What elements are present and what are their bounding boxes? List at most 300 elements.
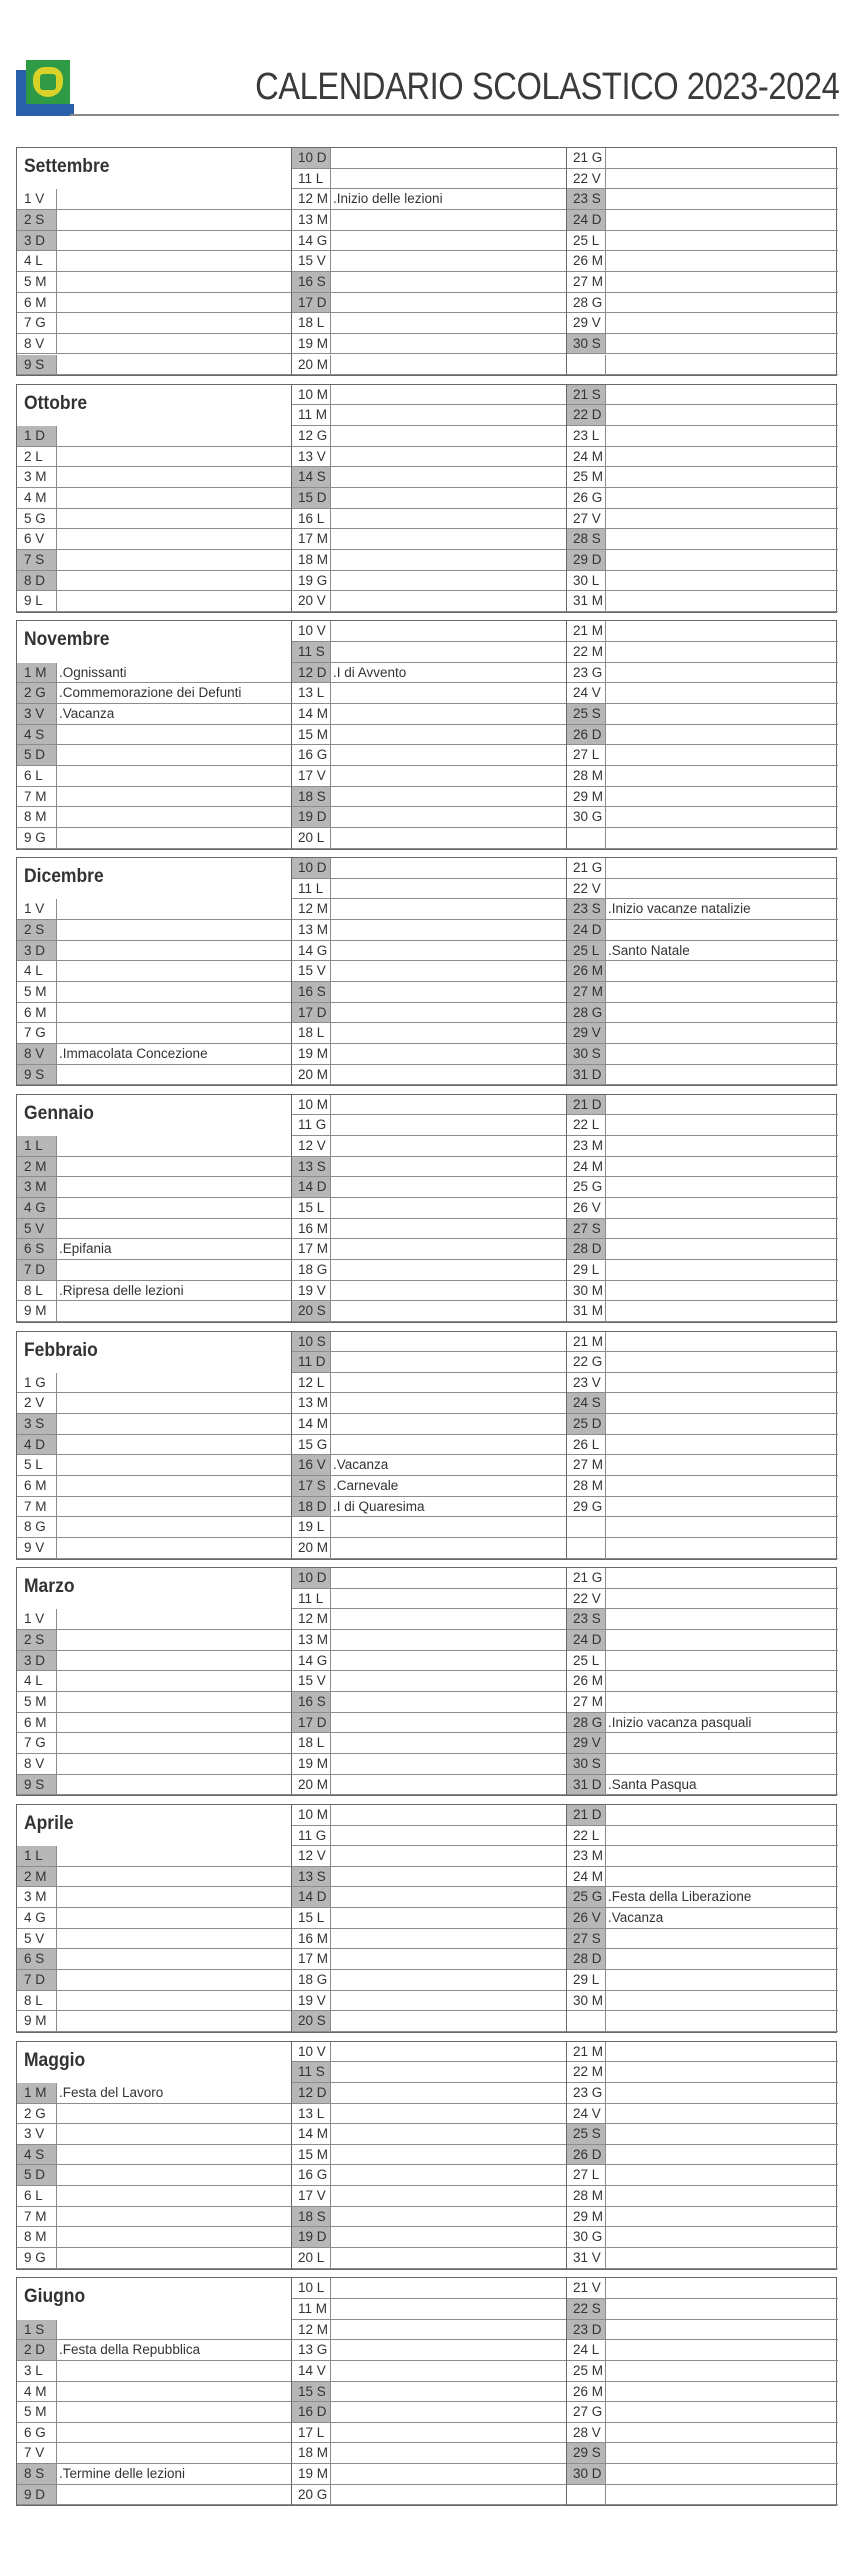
day-row <box>17 1065 291 1086</box>
day-row <box>291 1157 566 1178</box>
day-row <box>17 2083 291 2104</box>
day-row <box>17 529 291 550</box>
month-column <box>291 148 566 375</box>
month-column <box>566 1805 838 2032</box>
day-row <box>17 787 291 808</box>
day-cell: 12 V <box>291 1136 331 1156</box>
day-cell: 29 G <box>566 1497 606 1517</box>
day-row <box>566 1414 838 1435</box>
column-divider <box>291 1095 292 1322</box>
day-row <box>17 571 291 592</box>
day-cell: 13 M <box>291 210 331 230</box>
day-cell: 22 L <box>566 1826 606 1846</box>
day-cell: 15 M <box>291 2145 331 2165</box>
day-cell: 11 G <box>291 1826 331 1846</box>
day-row <box>566 447 838 468</box>
day-cell: 26 M <box>566 961 606 981</box>
day-cell: 5 V <box>17 1929 57 1949</box>
day-row <box>291 2443 566 2464</box>
day-cell: 3 D <box>17 941 57 961</box>
day-cell: 14 G <box>291 1651 331 1671</box>
day-cell: 10 D <box>291 148 331 168</box>
day-row <box>566 2340 838 2361</box>
day-row <box>17 1609 291 1630</box>
day-cell: 31 D <box>566 1775 606 1795</box>
column-divider <box>566 858 567 1085</box>
day-row <box>566 1095 838 1116</box>
day-cell <box>566 1538 606 1558</box>
day-cell: 27 M <box>566 982 606 1002</box>
day-row <box>291 2165 566 2186</box>
day-cell: 31 M <box>566 1301 606 1321</box>
day-cell: 19 G <box>291 571 331 591</box>
day-row <box>291 251 566 272</box>
day-row <box>17 1970 291 1991</box>
day-cell: 7 S <box>17 550 57 570</box>
day-row <box>17 1908 291 1929</box>
day-cell: 13 L <box>291 2104 331 2124</box>
day-cell: 14 M <box>291 704 331 724</box>
day-row <box>291 1713 566 1734</box>
day-row <box>291 2340 566 2361</box>
day-cell: 8 M <box>17 2227 57 2247</box>
day-row <box>566 1115 838 1136</box>
day-row <box>17 1455 291 1476</box>
day-cell: 27 S <box>566 1219 606 1239</box>
day-cell: 8 V <box>17 1044 57 1064</box>
day-row <box>17 1630 291 1651</box>
month-title: Dicembre <box>24 866 104 888</box>
day-row <box>566 1393 838 1414</box>
column-divider <box>291 1805 292 2032</box>
day-cell: 26 M <box>566 251 606 271</box>
day-cell: 18 G <box>291 1260 331 1280</box>
day-cell: 20 M <box>291 1775 331 1795</box>
day-cell: 5 M <box>17 2402 57 2422</box>
month-column <box>566 385 838 612</box>
day-row <box>17 2443 291 2464</box>
day-row <box>566 642 838 663</box>
day-row <box>291 858 566 879</box>
day-row <box>566 1281 838 1302</box>
day-row <box>291 1095 566 1116</box>
day-cell: 5 M <box>17 982 57 1002</box>
day-cell: 21 D <box>566 1805 606 1825</box>
day-row <box>291 1949 566 1970</box>
day-cell: 24 S <box>566 1393 606 1413</box>
day-row <box>291 293 566 314</box>
day-cell: 19 D <box>291 2227 331 2247</box>
day-row <box>291 550 566 571</box>
day-cell: 15 L <box>291 1908 331 1928</box>
day-cell: 14 S <box>291 467 331 487</box>
day-cell: 19 V <box>291 1991 331 2011</box>
month-column <box>291 1568 566 1795</box>
day-row <box>291 2145 566 2166</box>
event-label: .Carnevale <box>333 1478 399 1494</box>
day-cell: 11 L <box>291 1589 331 1609</box>
day-row <box>566 210 838 231</box>
day-row <box>291 1136 566 1157</box>
day-row <box>17 899 291 920</box>
day-row <box>566 1949 838 1970</box>
month-title: Maggio <box>24 2049 86 2071</box>
day-row <box>17 467 291 488</box>
day-row <box>17 2186 291 2207</box>
day-cell: 17 D <box>291 1713 331 1733</box>
day-cell: 12 M <box>291 1609 331 1629</box>
day-row <box>291 2423 566 2444</box>
day-row <box>291 1003 566 1024</box>
day-row <box>566 1887 838 1908</box>
day-row <box>291 1651 566 1672</box>
day-cell: 25 G <box>566 1887 606 1907</box>
day-row <box>566 405 838 426</box>
day-row <box>17 1887 291 1908</box>
month-column <box>17 1332 291 1559</box>
day-cell: 1 G <box>17 1373 57 1393</box>
day-cell: 16 S <box>291 1692 331 1712</box>
day-cell: 11 D <box>291 1352 331 1372</box>
day-cell: 17 V <box>291 2186 331 2206</box>
day-cell: 14 M <box>291 1414 331 1434</box>
month-block <box>16 2277 837 2506</box>
day-row <box>291 807 566 828</box>
day-cell: 28 M <box>566 2186 606 2206</box>
day-cell: 22 L <box>566 1115 606 1135</box>
day-cell: 16 G <box>291 2165 331 2185</box>
day-row <box>291 879 566 900</box>
day-cell: 14 M <box>291 2124 331 2144</box>
day-cell: 2 V <box>17 1393 57 1413</box>
day-row <box>291 2485 566 2506</box>
day-cell: 23 M <box>566 1136 606 1156</box>
month-title: Febbraio <box>24 1339 98 1361</box>
day-row <box>566 1157 838 1178</box>
day-cell: 11 M <box>291 2299 331 2319</box>
day-cell: 26 L <box>566 1435 606 1455</box>
event-label: .Ognissanti <box>59 664 127 680</box>
day-cell: 15 S <box>291 2382 331 2402</box>
month-column <box>566 621 838 848</box>
month-column <box>566 2042 838 2269</box>
day-row <box>17 2207 291 2228</box>
day-cell: 6 V <box>17 529 57 549</box>
day-row <box>291 663 566 684</box>
day-cell <box>566 2011 606 2031</box>
day-cell: 29 V <box>566 1733 606 1753</box>
day-row <box>291 447 566 468</box>
day-row <box>566 2124 838 2145</box>
month-column <box>17 1095 291 1322</box>
day-cell: 29 V <box>566 1023 606 1043</box>
day-row <box>291 2083 566 2104</box>
month-block <box>16 2041 837 2270</box>
day-row <box>17 2382 291 2403</box>
day-cell: 24 D <box>566 210 606 230</box>
day-row <box>566 1435 838 1456</box>
month-column <box>291 2042 566 2269</box>
day-row <box>566 2299 838 2320</box>
event-label: .I di Quaresima <box>333 1498 425 1514</box>
day-row <box>17 189 291 210</box>
day-cell: 4 G <box>17 1198 57 1218</box>
month-column <box>291 858 566 1085</box>
day-row <box>291 1908 566 1929</box>
day-cell: 4 L <box>17 1671 57 1691</box>
day-row <box>566 1044 838 1065</box>
day-row <box>291 2361 566 2382</box>
event-label: .Vacanza <box>59 705 115 721</box>
day-cell: 25 S <box>566 2124 606 2144</box>
day-row <box>566 766 838 787</box>
column-divider <box>566 385 567 612</box>
day-cell: 23 S <box>566 899 606 919</box>
day-row <box>291 1692 566 1713</box>
day-row <box>17 2402 291 2423</box>
day-row <box>17 447 291 468</box>
day-row <box>566 1589 838 1610</box>
day-cell: 27 L <box>566 745 606 765</box>
month-column <box>566 1332 838 1559</box>
day-row <box>566 1065 838 1086</box>
day-cell: 21 S <box>566 385 606 405</box>
day-row <box>17 1692 291 1713</box>
day-cell: 10 D <box>291 1568 331 1588</box>
day-row <box>566 1497 838 1518</box>
day-cell: 18 M <box>291 2443 331 2463</box>
column-divider <box>291 858 292 1085</box>
day-row <box>17 272 291 293</box>
day-cell: 6 S <box>17 1239 57 1259</box>
day-cell: 31 V <box>566 2248 606 2268</box>
day-row <box>291 1887 566 1908</box>
month-block <box>16 384 837 613</box>
day-row <box>566 1671 838 1692</box>
day-row <box>566 899 838 920</box>
day-cell: 8 D <box>17 571 57 591</box>
day-row <box>291 1198 566 1219</box>
day-cell: 9 G <box>17 828 57 848</box>
day-row <box>291 2104 566 2125</box>
day-row <box>17 2104 291 2125</box>
day-cell: 15 V <box>291 961 331 981</box>
day-row <box>17 982 291 1003</box>
day-row <box>17 920 291 941</box>
day-row <box>17 251 291 272</box>
day-row <box>566 725 838 746</box>
day-row <box>566 807 838 828</box>
day-cell: 4 L <box>17 251 57 271</box>
day-cell: 13 M <box>291 1630 331 1650</box>
day-row <box>291 405 566 426</box>
day-cell: 20 G <box>291 2485 331 2505</box>
day-cell: 25 M <box>566 2361 606 2381</box>
column-divider <box>291 2042 292 2269</box>
day-cell: 27 S <box>566 1929 606 1949</box>
day-cell: 25 S <box>566 704 606 724</box>
month-column <box>566 858 838 1085</box>
day-row <box>291 621 566 642</box>
day-cell: 24 M <box>566 447 606 467</box>
day-row <box>566 529 838 550</box>
day-cell: 11 L <box>291 169 331 189</box>
day-cell: 22 V <box>566 1589 606 1609</box>
day-cell: 12 M <box>291 2320 331 2340</box>
month-block <box>16 620 837 849</box>
day-cell: 21 G <box>566 858 606 878</box>
day-row <box>291 2299 566 2320</box>
day-row <box>566 2042 838 2063</box>
day-row <box>566 2062 838 2083</box>
day-row <box>17 683 291 704</box>
day-cell: 1 M <box>17 2083 57 2103</box>
day-row <box>291 2402 566 2423</box>
column-divider <box>566 1805 567 2032</box>
event-label: .Commemorazione dei Defunti <box>59 685 242 701</box>
day-row <box>17 2485 291 2506</box>
day-cell: 30 D <box>566 2464 606 2484</box>
day-cell: 14 G <box>291 231 331 251</box>
day-cell: 12 M <box>291 899 331 919</box>
day-row <box>566 828 838 849</box>
day-cell: 1 D <box>17 426 57 446</box>
day-row <box>566 1219 838 1240</box>
event-label: .Inizio vacanze natalizie <box>608 901 751 917</box>
day-cell <box>566 2485 606 2505</box>
column-divider <box>566 1332 567 1559</box>
day-row <box>17 745 291 766</box>
day-cell: 18 L <box>291 1023 331 1043</box>
day-row <box>566 1775 838 1796</box>
day-cell: 26 V <box>566 1198 606 1218</box>
day-cell: 20 L <box>291 828 331 848</box>
day-cell: 4 D <box>17 1435 57 1455</box>
day-cell: 26 M <box>566 1671 606 1691</box>
day-cell: 20 V <box>291 591 331 611</box>
day-row <box>566 704 838 725</box>
day-cell: 14 V <box>291 2361 331 2381</box>
day-cell: 19 D <box>291 807 331 827</box>
day-cell: 3 M <box>17 1177 57 1197</box>
day-row <box>566 313 838 334</box>
day-row <box>17 1219 291 1240</box>
day-row <box>566 745 838 766</box>
day-row <box>566 1332 838 1353</box>
day-cell: 25 L <box>566 941 606 961</box>
day-row <box>566 591 838 612</box>
day-row <box>566 982 838 1003</box>
day-row <box>291 1517 566 1538</box>
day-cell: 21 V <box>566 2278 606 2298</box>
day-row <box>17 2464 291 2485</box>
day-row <box>291 1260 566 1281</box>
month-block <box>16 1331 837 1560</box>
day-row <box>291 2382 566 2403</box>
day-cell: 2 M <box>17 1867 57 1887</box>
column-divider <box>291 385 292 612</box>
day-row <box>17 591 291 612</box>
day-cell: 11 S <box>291 2062 331 2082</box>
day-row <box>566 2227 838 2248</box>
day-row <box>566 879 838 900</box>
day-cell: 22 V <box>566 879 606 899</box>
month-column <box>17 1568 291 1795</box>
day-cell: 8 M <box>17 807 57 827</box>
month-column <box>566 2278 838 2505</box>
day-row <box>566 1908 838 1929</box>
day-row <box>566 2083 838 2104</box>
day-cell: 19 M <box>291 2464 331 2484</box>
day-cell: 9 G <box>17 2248 57 2268</box>
month-column <box>291 2278 566 2505</box>
day-row <box>291 1538 566 1559</box>
month-column <box>17 858 291 1085</box>
day-cell: 23 S <box>566 1609 606 1629</box>
day-cell: 13 S <box>291 1157 331 1177</box>
day-row <box>17 1281 291 1302</box>
day-row <box>566 2104 838 2125</box>
day-row <box>17 1373 291 1394</box>
day-cell: 20 L <box>291 2248 331 2268</box>
day-cell: 17 L <box>291 2423 331 2443</box>
day-cell: 5 D <box>17 2165 57 2185</box>
day-row <box>291 1775 566 1796</box>
day-row <box>291 787 566 808</box>
day-cell: 9 L <box>17 591 57 611</box>
day-row <box>291 1435 566 1456</box>
day-cell: 5 D <box>17 745 57 765</box>
day-cell: 13 M <box>291 920 331 940</box>
day-row <box>566 621 838 642</box>
day-row <box>566 2207 838 2228</box>
day-row <box>566 1713 838 1734</box>
day-row <box>291 1281 566 1302</box>
day-cell: 3 D <box>17 231 57 251</box>
day-row <box>566 2186 838 2207</box>
day-cell: 30 G <box>566 2227 606 2247</box>
day-cell: 28 D <box>566 1239 606 1259</box>
day-row <box>17 1435 291 1456</box>
day-row <box>566 2443 838 2464</box>
day-row <box>566 148 838 169</box>
day-cell: 29 M <box>566 2207 606 2227</box>
day-cell: 6 S <box>17 1949 57 1969</box>
day-cell: 21 M <box>566 2042 606 2062</box>
day-cell: 2 M <box>17 1157 57 1177</box>
day-row <box>291 148 566 169</box>
event-label: .Inizio vacanza pasquali <box>608 1714 752 1730</box>
day-cell: 14 D <box>291 1177 331 1197</box>
day-cell: 22 M <box>566 2062 606 2082</box>
column-divider <box>566 1095 567 1322</box>
day-cell: 23 D <box>566 2320 606 2340</box>
event-label: .Vacanza <box>333 1457 389 1473</box>
event-label: .I di Avvento <box>333 664 407 680</box>
day-row <box>566 488 838 509</box>
day-cell: 6 M <box>17 293 57 313</box>
day-cell: 3 V <box>17 704 57 724</box>
day-cell: 17 M <box>291 1949 331 1969</box>
day-row <box>291 1609 566 1630</box>
day-cell: 24 D <box>566 1630 606 1650</box>
day-cell: 24 M <box>566 1867 606 1887</box>
day-row <box>566 1260 838 1281</box>
day-row <box>566 1970 838 1991</box>
day-cell: 20 M <box>291 355 331 375</box>
day-cell: 4 M <box>17 2382 57 2402</box>
column-divider <box>291 148 292 375</box>
